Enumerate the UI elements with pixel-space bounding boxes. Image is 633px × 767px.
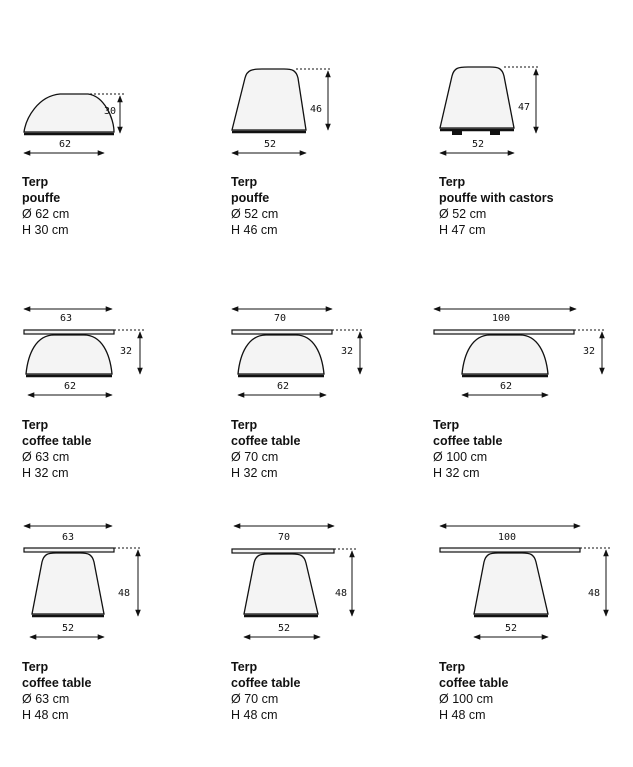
height-label: 48 <box>588 588 601 599</box>
base-width-label: 62 <box>277 381 290 392</box>
coffee-table-70-32-drawing <box>232 309 364 395</box>
pouffe-body <box>440 67 514 128</box>
product-height: H 32 cm <box>433 466 480 480</box>
pouffe-body <box>232 69 306 130</box>
product-caption <box>439 174 554 238</box>
table-top <box>440 548 580 552</box>
width-label: 62 <box>59 139 72 150</box>
product-caption <box>22 417 91 481</box>
product-caption <box>439 659 508 723</box>
product-diameter: Ø 100 cm <box>433 450 488 464</box>
product-diameter: Ø 63 cm <box>22 692 70 706</box>
product-type: pouffe with castors <box>439 191 554 205</box>
product-name: Terp <box>22 660 49 674</box>
product-caption <box>433 417 502 481</box>
base-width-label: 52 <box>505 623 518 634</box>
product-caption <box>22 174 69 238</box>
top-width-label: 70 <box>278 532 291 543</box>
base-width-label: 52 <box>62 623 75 634</box>
table-base <box>32 553 104 614</box>
product-diameter: Ø 52 cm <box>231 207 279 221</box>
product-type: coffee table <box>231 676 301 690</box>
pouffe-52-drawing <box>232 69 332 153</box>
product-caption <box>22 659 91 723</box>
product-type: coffee table <box>439 676 509 690</box>
product-name: Terp <box>231 660 258 674</box>
product-height: H 32 cm <box>231 466 278 480</box>
product-diameter: Ø 100 cm <box>439 692 494 706</box>
product-height: H 48 cm <box>231 708 278 722</box>
pouffe-62-drawing <box>24 94 124 153</box>
product-caption <box>231 659 300 723</box>
pouffe-body <box>24 94 117 132</box>
table-base <box>26 335 112 374</box>
base-width-label: 62 <box>64 381 77 392</box>
coffee-table-63-32-drawing <box>24 309 144 395</box>
product-caption <box>231 417 300 481</box>
table-top <box>434 330 574 334</box>
top-width-label: 70 <box>274 313 287 324</box>
table-top <box>232 330 332 334</box>
width-label: 52 <box>264 139 277 150</box>
product-diameter: Ø 70 cm <box>231 450 279 464</box>
castor-left <box>452 131 462 135</box>
height-label: 32 <box>583 346 596 357</box>
product-name: Terp <box>22 175 49 189</box>
height-label: 32 <box>120 346 133 357</box>
product-name: Terp <box>231 418 258 432</box>
product-diameter: Ø 52 cm <box>439 207 487 221</box>
top-width-label: 100 <box>498 532 517 543</box>
height-label: 48 <box>335 588 348 599</box>
top-width-label: 63 <box>62 532 75 543</box>
coffee-table-100-32-drawing <box>434 309 606 395</box>
product-name: Terp <box>439 660 466 674</box>
product-caption <box>231 174 278 238</box>
height-label: 48 <box>118 588 131 599</box>
product-type: pouffe <box>231 191 270 205</box>
product-height: H 30 cm <box>22 223 69 237</box>
table-base <box>474 553 548 614</box>
product-type: pouffe <box>22 191 61 205</box>
product-name: Terp <box>22 418 49 432</box>
product-name: Terp <box>433 418 460 432</box>
table-base <box>238 335 324 374</box>
width-label: 52 <box>472 139 485 150</box>
table-base <box>462 335 548 374</box>
product-type: coffee table <box>433 434 503 448</box>
table-base <box>244 554 318 614</box>
product-type: coffee table <box>231 434 301 448</box>
coffee-table-63-48-drawing <box>24 526 142 637</box>
coffee-table-100-48-drawing <box>440 526 610 637</box>
product-name: Terp <box>231 175 258 189</box>
product-diameter: Ø 70 cm <box>231 692 279 706</box>
height-label: 46 <box>310 104 323 115</box>
base-width-label: 52 <box>278 623 291 634</box>
top-width-label: 100 <box>492 313 511 324</box>
product-height: H 48 cm <box>22 708 69 722</box>
castor-right <box>490 131 500 135</box>
coffee-table-70-48-drawing <box>232 526 356 637</box>
product-height: H 46 cm <box>231 223 278 237</box>
product-type: coffee table <box>22 434 92 448</box>
height-label: 32 <box>341 346 354 357</box>
product-height: H 48 cm <box>439 708 486 722</box>
table-top <box>24 330 114 334</box>
product-diameter: Ø 62 cm <box>22 207 70 221</box>
pouffe-castors-drawing <box>440 67 540 153</box>
base-width-label: 62 <box>500 381 513 392</box>
product-name: Terp <box>439 175 466 189</box>
product-height: H 32 cm <box>22 466 69 480</box>
height-label: 30 <box>104 106 117 117</box>
product-diameter: Ø 63 cm <box>22 450 70 464</box>
table-top <box>24 548 114 552</box>
product-height: H 47 cm <box>439 223 486 237</box>
table-top <box>232 549 334 553</box>
product-type: coffee table <box>22 676 92 690</box>
height-label: 47 <box>518 102 531 113</box>
top-width-label: 63 <box>60 313 73 324</box>
